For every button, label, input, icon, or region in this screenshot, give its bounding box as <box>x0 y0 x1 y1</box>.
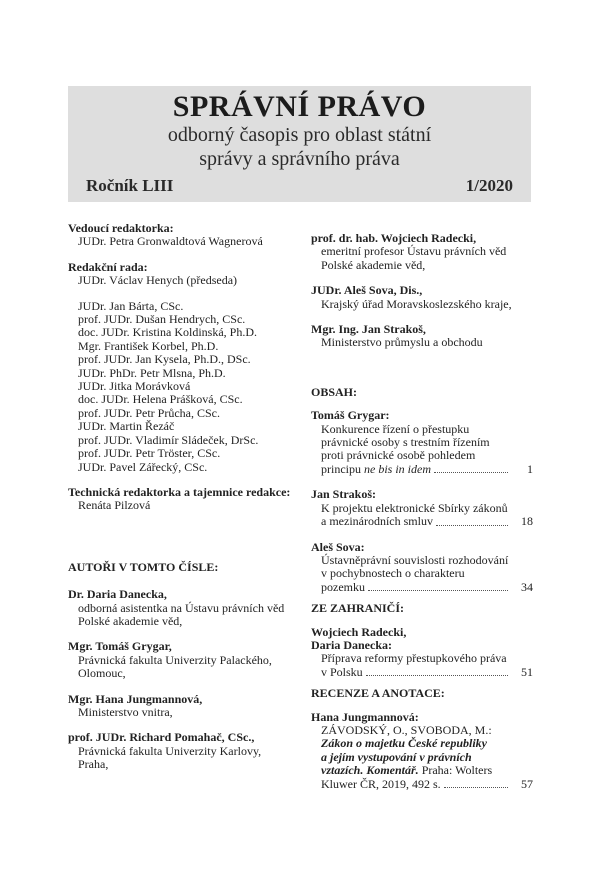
tech-editor-name: Renáta Pilzová <box>78 498 151 513</box>
toc-title-italic: vztazích. Komentář. <box>321 763 419 778</box>
volume-label: Ročník LIII <box>86 176 174 195</box>
toc-author: Aleš Sova: <box>311 539 365 554</box>
author-name: Dr. Daria Danecka, <box>68 587 167 602</box>
author-name: prof. dr. hab. Wojciech Radecki, <box>311 231 477 245</box>
issue-number: 1/2020 <box>465 176 513 195</box>
toc-leader <box>436 525 508 526</box>
journal-subtitle-line1: odborný časopis pro oblast státní <box>167 124 432 146</box>
author-entry <box>68 588 298 628</box>
author-entry <box>68 693 298 720</box>
toc-last-line <box>311 581 533 594</box>
author-name: Mgr. Tomáš Grygar, <box>68 639 172 654</box>
board-member: JUDr. Jitka Morávková <box>78 379 191 394</box>
board-chair: JUDr. Václav Henych (předseda) <box>78 273 238 288</box>
abroad-heading: ZE ZAHRANIČÍ: <box>311 601 405 616</box>
author-name: Mgr. Hana Jungmannová, <box>68 691 203 706</box>
board-member: prof. JUDr. Dušan Hendrych, CSc. <box>78 312 246 327</box>
author-name: Mgr. Ing. Jan Strakoš, <box>311 322 426 337</box>
toc-last-line <box>311 515 533 528</box>
toc-title-line: Příprava reformy přestupkového práva <box>321 651 507 666</box>
author-name: JUDr. Aleš Sova, Dis., <box>311 283 423 298</box>
toc-last-line <box>311 778 533 791</box>
board-member: JUDr. Jan Bárta, CSc. <box>78 298 184 313</box>
board-member: Mgr. František Korbel, Ph.D. <box>78 338 219 353</box>
board-label: Redakční rada: <box>68 259 148 274</box>
toc-entry[interactable] <box>311 626 533 680</box>
journal-header <box>68 86 531 202</box>
toc-title-line: Ústavněprávní souvislosti rozhodování <box>321 552 509 567</box>
author-entry <box>68 640 298 680</box>
toc-leader <box>434 472 508 473</box>
toc-title-line: v pochybnostech o charakteru <box>321 566 465 581</box>
board-member: prof. JUDr. Petr Tröster, CSc. <box>78 446 221 461</box>
toc-author: Tomáš Grygar: <box>311 408 390 423</box>
tech-editor-label: Technická redaktorka a tajemnice redakce: <box>68 484 291 499</box>
board-member: prof. JUDr. Jan Kysela, Ph.D., DSc. <box>78 352 251 367</box>
toc-title-line: Praha: Wolters <box>418 763 493 778</box>
board-member: doc. JUDr. Kristina Koldinská, Ph.D. <box>78 325 257 340</box>
toc-last-line <box>311 666 533 679</box>
author-affiliation: Olomouc, <box>78 666 126 681</box>
left-column <box>68 222 298 772</box>
toc-title-italic: ne bis in idem <box>364 461 431 476</box>
board-member: JUDr. Martin Řezáč <box>78 419 175 434</box>
author-affiliation: Ministerstvo vnitra, <box>78 704 173 719</box>
editor-label: Vedoucí redaktorka: <box>68 221 174 235</box>
board-member: prof. JUDr. Vladimír Sládeček, DrSc. <box>78 432 259 447</box>
board-member: JUDr. PhDr. Petr Mlsna, Ph.D. <box>78 365 226 380</box>
toc-title-line: pozemku <box>321 579 365 594</box>
author-affiliation: odborná asistentka na Ústavu právních věd <box>78 600 285 615</box>
toc-title-line: Konkurence řízení o přestupku <box>321 421 470 436</box>
editor-name: JUDr. Petra Gronwaldtová Wagnerová <box>78 234 263 249</box>
contents-heading: OBSAH: <box>311 384 358 399</box>
toc-leader <box>444 787 508 788</box>
author-affiliation: Právnická fakulta Univerzity Karlovy, <box>78 743 262 758</box>
toc-page: 18 <box>521 514 533 529</box>
toc-entry[interactable] <box>311 409 533 476</box>
reviews-heading: RECENZE A ANOTACE: <box>311 686 445 701</box>
toc-author: Wojciech Radecki, <box>311 624 407 639</box>
toc-page: 51 <box>521 664 533 679</box>
author-entry <box>311 284 533 311</box>
board-member-list <box>68 300 298 474</box>
toc-title-line: principu <box>321 461 364 476</box>
toc-leader <box>368 590 508 591</box>
journal-subtitle-line2: správy a správního práva <box>199 148 400 170</box>
author-affiliation: Praha, <box>78 757 109 772</box>
toc-title-line: a mezinárodních smluv <box>321 514 433 529</box>
toc-title-line: v Polsku <box>321 664 363 679</box>
toc-title-italic: a jejím vystupování v právních <box>321 749 472 764</box>
board-member: prof. JUDr. Petr Průcha, CSc. <box>78 405 220 420</box>
author-entry <box>68 731 298 771</box>
toc-title-line: právnické osoby s trestním řízením <box>321 435 490 450</box>
author-affiliation: Ministerstvo průmyslu a obchodu <box>321 335 483 350</box>
right-column <box>311 232 533 791</box>
toc-page: 57 <box>521 776 533 791</box>
toc-entry[interactable] <box>311 711 533 791</box>
author-affiliation: Polské akademie věd, <box>78 613 183 628</box>
author-name: prof. JUDr. Richard Pomahač, CSc., <box>68 730 255 745</box>
toc-title-line: K projektu elektronické Sbírky zákonů <box>321 500 508 515</box>
journal-title: SPRÁVNÍ PRÁVO <box>172 90 427 123</box>
toc-entry[interactable] <box>311 488 533 528</box>
board-member: JUDr. Pavel Zářecký, CSc. <box>78 459 208 474</box>
toc-author: Hana Jungmannová: <box>311 709 419 724</box>
toc-title-line: proti právnické osobě pohledem <box>321 448 476 463</box>
board-member: doc. JUDr. Helena Prášková, CSc. <box>78 392 243 407</box>
toc-author: Daria Danecka: <box>311 637 392 652</box>
toc-author: Jan Strakoš: <box>311 487 377 502</box>
authors-heading: AUTOŘI V TOMTO ČÍSLE: <box>68 559 219 574</box>
toc-page: 34 <box>521 579 533 594</box>
toc-title-italic: Zákon o majetku České republiky <box>321 736 487 751</box>
toc-entry[interactable] <box>311 541 533 595</box>
author-entry <box>311 323 533 350</box>
toc-title-line: ZÁVODSKÝ, O., SVOBODA, M.: <box>321 722 492 737</box>
author-affiliation: Polské akademie věd, <box>321 257 426 272</box>
toc-leader <box>366 675 508 676</box>
toc-last-line <box>311 463 533 476</box>
author-affiliation: Krajský úřad Moravskoslezského kraje, <box>321 296 512 311</box>
author-affiliation: emeritní profesor Ústavu právních věd <box>321 244 507 259</box>
author-affiliation: Právnická fakulta Univerzity Palackého, <box>78 652 272 667</box>
author-entry <box>311 232 533 272</box>
toc-page: 1 <box>527 461 533 476</box>
toc-title-line: Kluwer ČR, 2019, 492 s. <box>321 776 441 791</box>
